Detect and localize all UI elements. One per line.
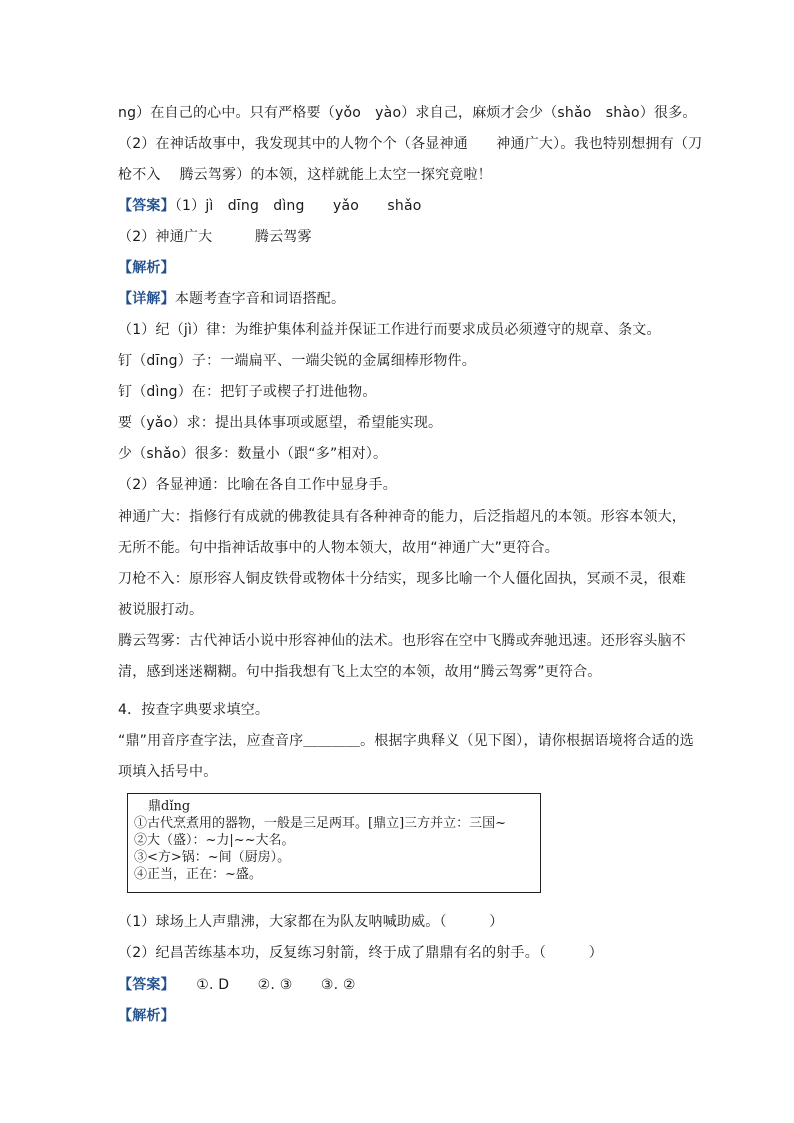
text-line: “鼎”用音序查字法，应查音序＿＿＿＿。根据字典释义（见下图），请你根据语境将合适的选 [118,733,694,749]
text-line: （2）神通广大 腾云驾雾 [118,229,312,245]
analysis-heading [118,1006,688,1026]
answer-line [118,975,688,995]
text-line: 腾云驾雾：古代神话小说中形容神仙的法术。也形容在空中飞腾或奔驰迅速。还形容头脑不 [118,633,686,649]
text-line: 枪不入 腾云驾雾）的本领，这样就能上太空一探究竟啦！ [118,167,492,183]
text-line: （2）各显神通：比喻在各自工作中显身手。 [118,477,397,493]
dictionary-box [127,793,541,893]
text-line: 少（shǎo）很多：数量小（跟“多”相对）。 [118,446,388,462]
text-line: 无所不能。句中指神话故事中的人物本领大，故用“神通广大”更符合。 [118,540,559,556]
analysis-tag: 【解析】 [118,1008,175,1024]
text-line: ng）在自己的心中。只有严格要（yǒo yào）求自己，麻烦才会少（shǎo shào）很多。 [118,105,697,121]
analysis-heading [118,258,688,278]
answer-text: ①. D ②. ③ ③. ② [167,977,356,993]
text-line: 钉（dīng）子：一端扁平、一端尖锐的金属细棒形物件。 [118,353,476,369]
question-heading: 4．按查字典要求填空。 [118,702,270,718]
dict-sense: ②大（盛）：~力|~~大名。 [134,833,295,848]
text-line: 神通广大：指修行有成就的佛教徒具有各种神奇的能力，后泛指超凡的本领。形容本领大， [118,509,686,525]
answer-line [118,196,688,216]
answer-text: （1）jì dīng dìng yǎo shǎo [174,198,422,214]
text-line: （1）球场上人声鼎沸，大家都在为队友呐喊助威。（ ） [118,914,504,930]
analysis-tag: 【解析】 [118,260,175,276]
text-line: 刀枪不入：原形容人铜皮铁骨或物体十分结实，现多比喻一个人僵化固执，冥顽不灵，很难 [118,571,686,587]
detail-tag: 【详解】 [118,291,175,307]
detail-line [118,289,688,309]
answer-tag: 【答案】 [118,198,175,214]
dict-headword: 鼎dǐng [148,799,191,814]
text-line: （1）纪（jì）律：为维护集体利益并保证工作进行而要求成员必须遵守的规章、条文。 [118,322,661,338]
dict-sense: ④正当，正在：~盛。 [134,867,262,882]
text-line: 被说服打动。 [118,602,204,618]
text-line: 清，感到迷迷糊糊。句中指我想有飞上太空的本领，故用“腾云驾雾”更符合。 [118,664,602,680]
text-line: 要（yǎo）求：提出具体事项或愿望，希望能实现。 [118,415,443,431]
dict-sense: ③<方>锅：~间（厨房）。 [134,850,291,865]
detail-text: 本题考查字音和词语搭配。 [174,291,346,307]
text-line: （2）在神话故事中，我发现其中的人物个个（各显神通 神通广大）。我也特别想拥有（刀 [118,136,703,152]
answer-tag: 【答案】 [118,977,168,993]
text-line: （2）纪昌苦练基本功，反复练习射箭，终于成了鼎鼎有名的射手。（ ） [118,945,603,961]
text-line: 项填入括号中。 [118,764,218,780]
text-line: 钉（dìng）在：把钉子或楔子打进他物。 [118,384,377,400]
dict-sense: ①古代烹煮用的器物，一般是三足两耳。[鼎立]三方并立：三国~ [134,816,507,831]
